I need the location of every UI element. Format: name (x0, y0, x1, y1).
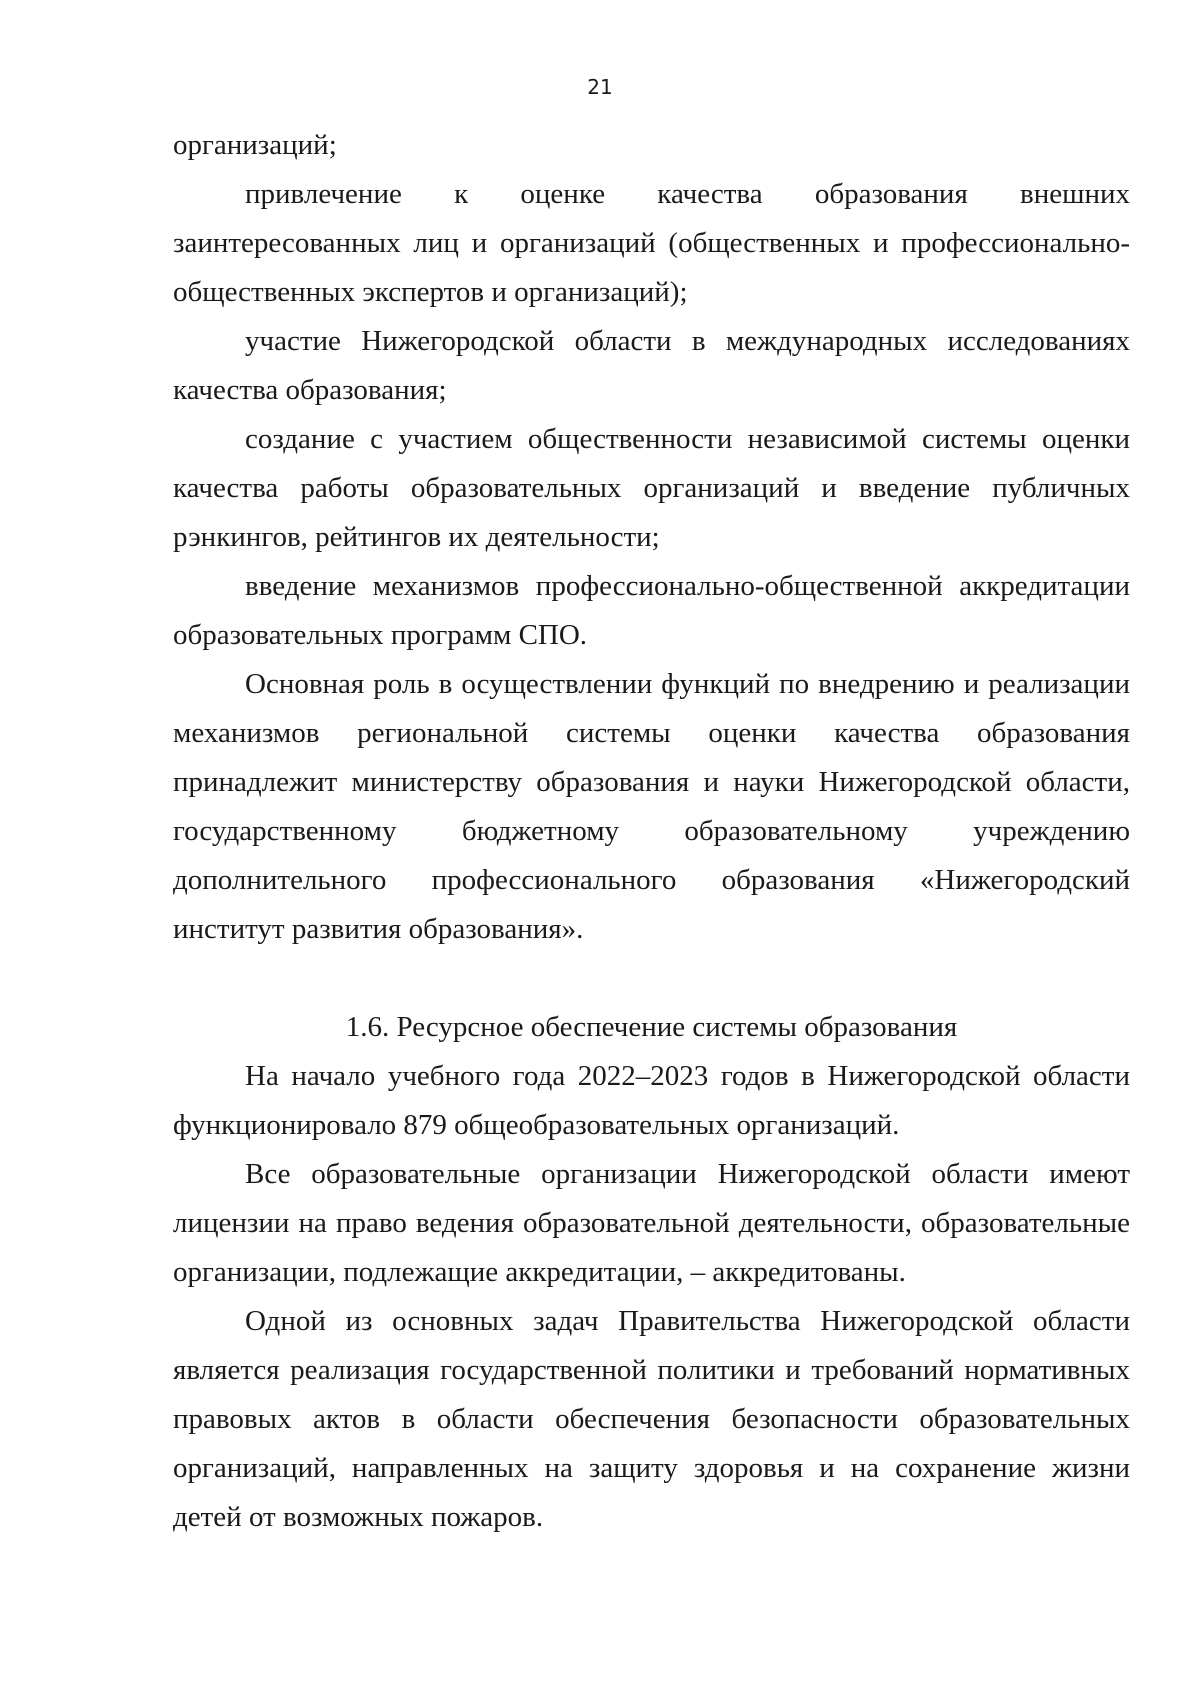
section-heading: 1.6. Ресурсное обеспечение системы образования (345, 1011, 958, 1043)
paragraph: создание с участием общественности независимой системы оценки качества работы образовательных организаций и введение публичных рэнкингов, рейтингов их деятельности; (173, 423, 1130, 553)
paragraph: Основная роль в осуществлении функций по внедрению и реализации механизмов региональной системы оценки качества образования принадлежит министерству образования и науки Нижегородской области, государственному бюджетному образовательному учреждению дополнительного профессионального образования «Нижегородский институт развития образования». (173, 668, 1130, 945)
paragraph: На начало учебного года 2022–2023 годов в Нижегородской области функционировало 879 общеобразовательных организаций. (173, 1060, 1130, 1141)
body-text (173, 121, 1130, 1542)
paragraph-continuation: организаций; (173, 129, 337, 161)
page-number: 21 (587, 75, 613, 99)
paragraph: введение механизмов профессионально-общественной аккредитации образовательных программ СПО. (173, 570, 1130, 651)
paragraph: привлечение к оценке качества образования внешних заинтересованных лиц и организаций (общественных и профессионально-общественных экспертов и организаций); (173, 178, 1130, 308)
paragraph: участие Нижегородской области в международных исследованиях качества образования; (173, 325, 1130, 406)
paragraph: Одной из основных задач Правительства Нижегородской области является реализация государственной политики и требований нормативных правовых актов в области обеспечения безопасности образовательных организаций, направленных на защиту здоровья и на сохранение жизни детей от возможных пожаров. (173, 1305, 1130, 1533)
paragraph: Все образовательные организации Нижегородской области имеют лицензии на право ведения образовательной деятельности, образовательные организации, подлежащие аккредитации, – аккредитованы. (173, 1158, 1130, 1288)
